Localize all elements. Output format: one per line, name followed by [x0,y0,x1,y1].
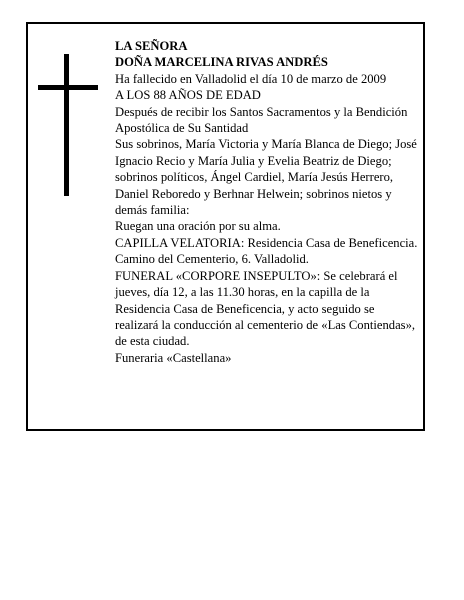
notice-text [115,38,420,366]
chapel-info: CAPILLA VELATORIA: Residencia Casa de Beneficencia. Camino del Cementerio, 6. Valladolid. [115,235,418,267]
funeral-info: FUNERAL «CORPORE INSEPULTO»: Se celebrará el jueves, día 12, a las 11.30 horas, en la capilla de la Residencia Casa de Beneficencia, y acto seguido se realizará la conducción al cementerio de «Las Contiendas», de esta ciudad. [115,268,416,349]
deceased-name: DOÑA MARCELINA RIVAS ANDRÉS [115,55,328,70]
age-statement: A LOS 88 AÑOS DE EDAD [115,88,261,103]
cross-horizontal-bar [38,85,98,90]
family-list: Sus sobrinos, María Victoria y María Blanca de Diego; José Ignacio Recio y María Julia y Evelia Beatriz de Diego; sobrinos políticos, Ángel Cardiel, María Jesús Herrero, Daniel Reboredo y Berhnar Helwein; sobrinos nietos y demás familia: [115,137,417,218]
death-statement: Ha fallecido en Valladolid el día 10 de marzo de 2009 [115,71,387,86]
cross-icon [38,54,98,196]
sacraments-statement: Después de recibir los Santos Sacramentos y la Bendición Apostólica de Su Santidad [115,104,408,136]
heading-title: LA SEÑORA [115,39,188,53]
prayer-request: Ruegan una oración por su alma. [115,219,281,234]
cross-vertical-bar [64,54,69,196]
funeral-home: Funeraria «Castellana» [115,350,232,365]
